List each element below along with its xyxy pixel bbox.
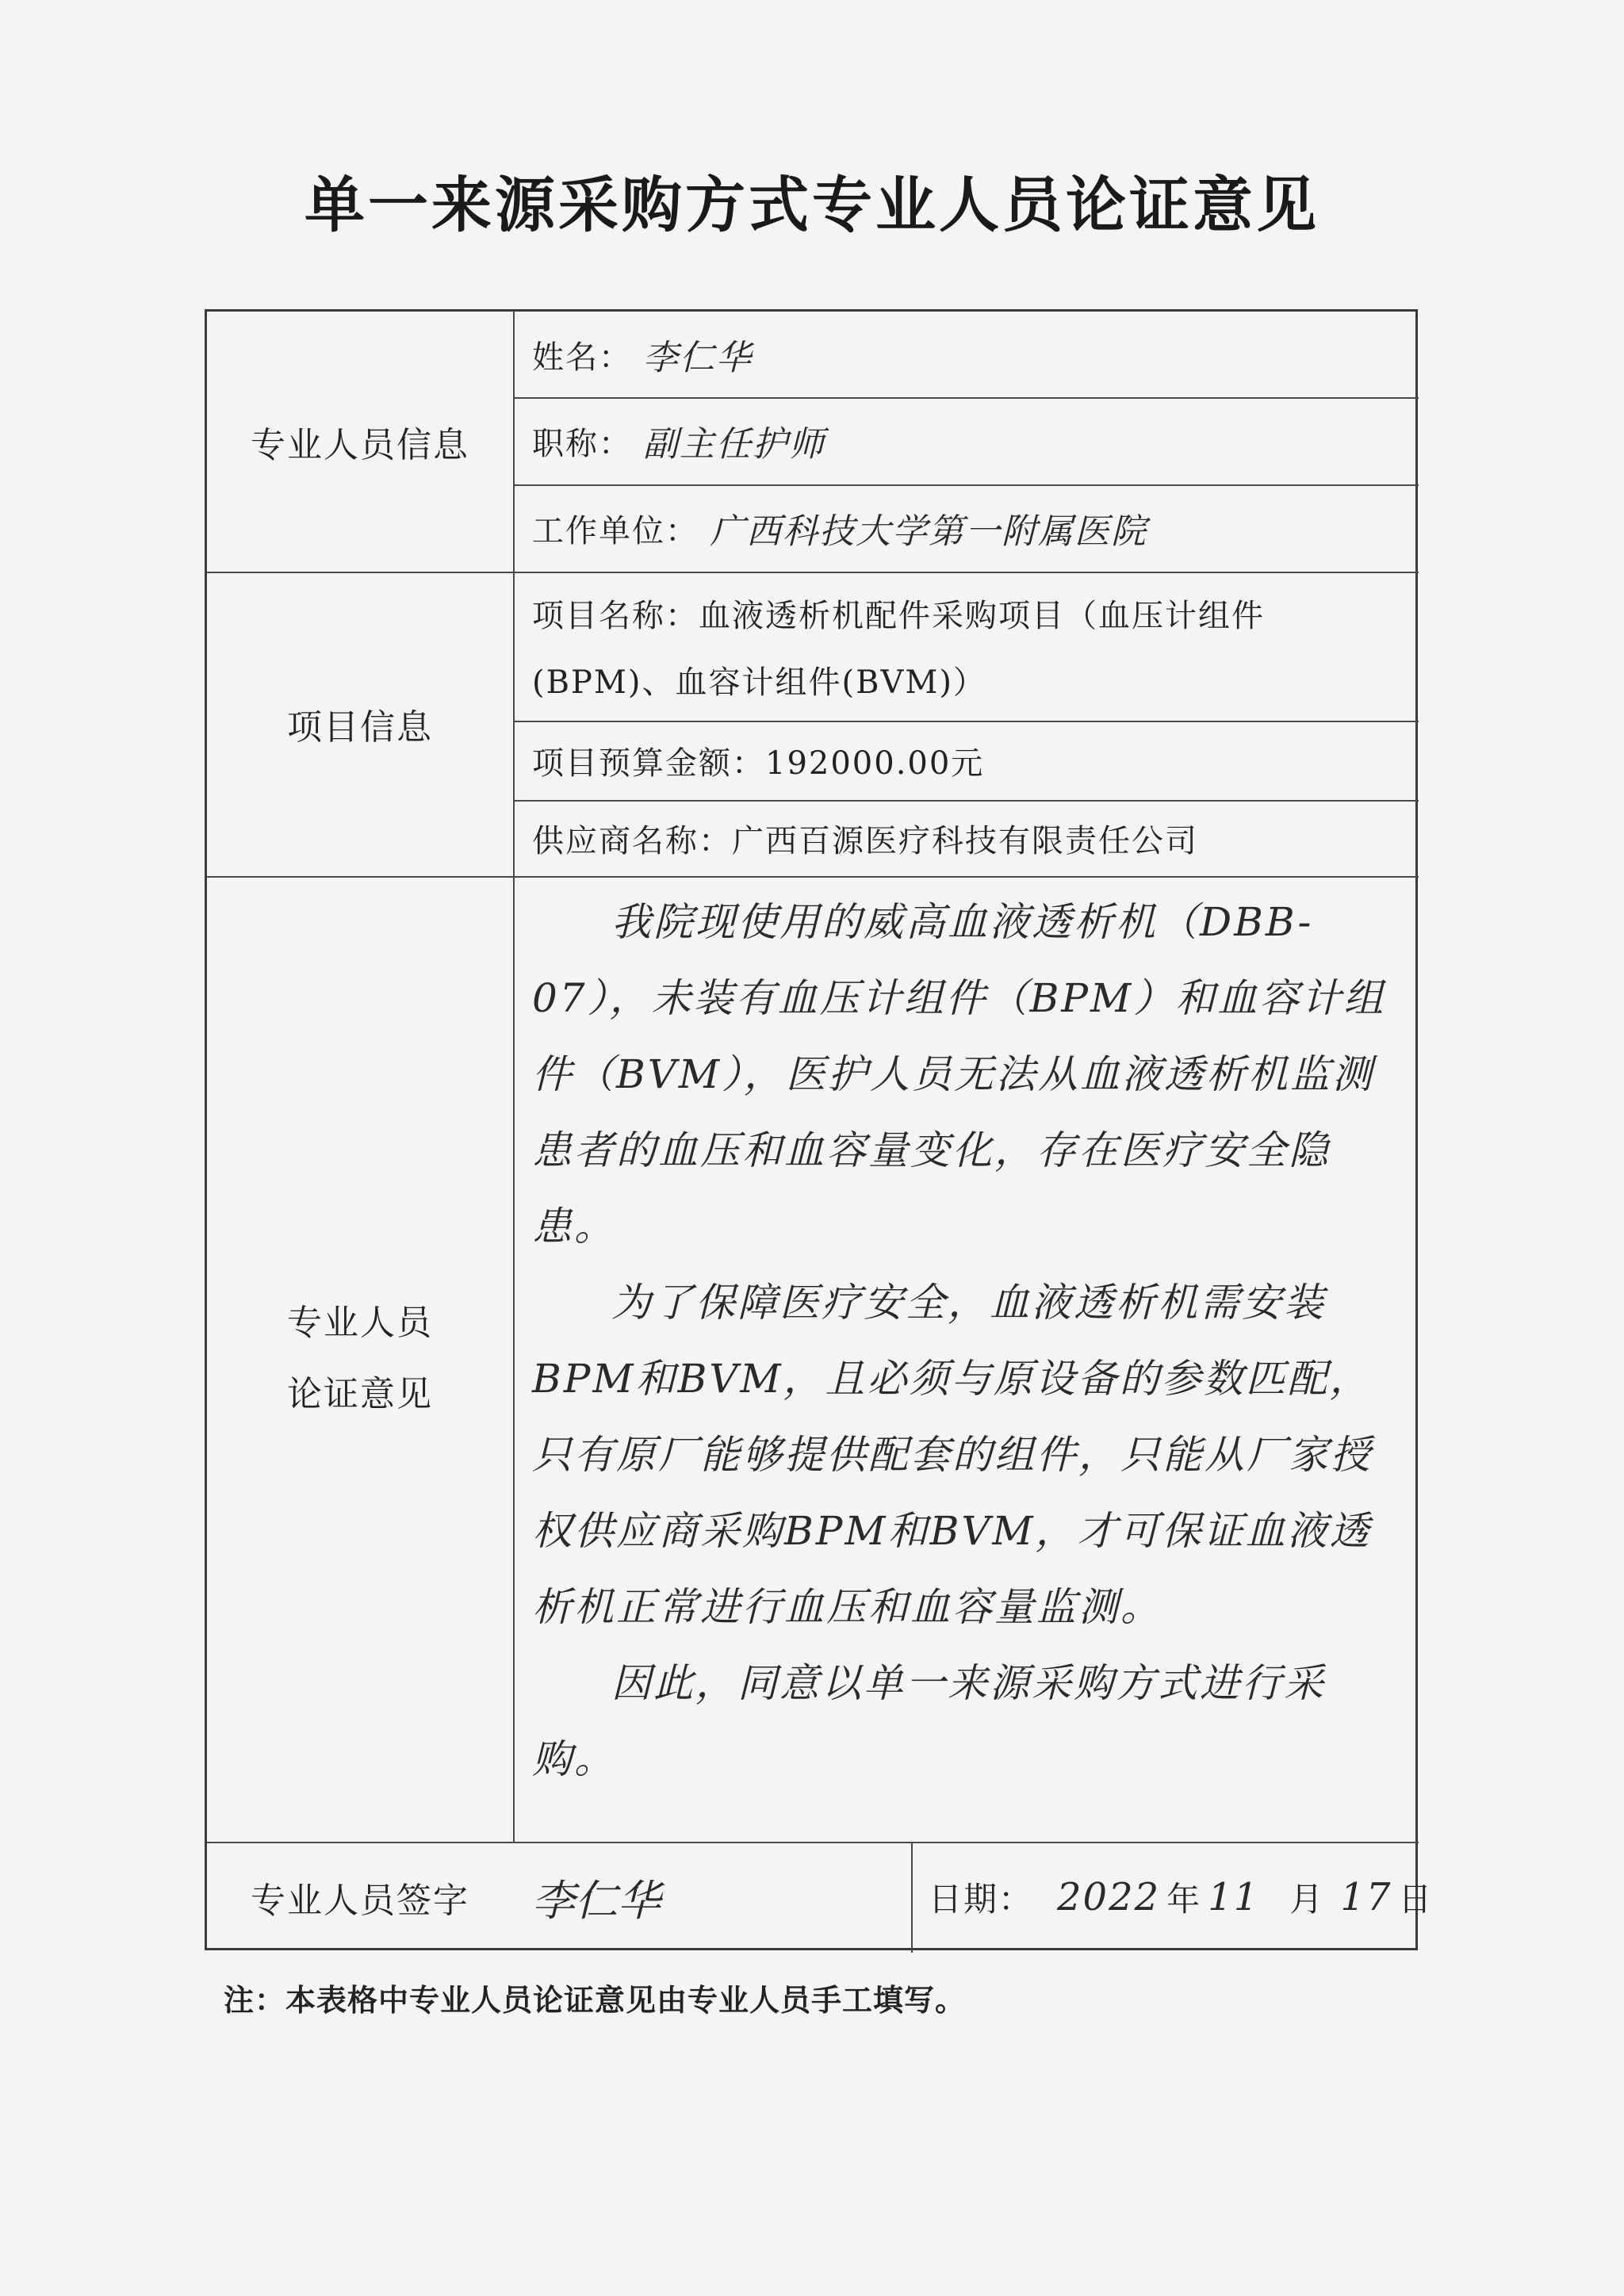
date-field [929, 1842, 1433, 1953]
column-divider [513, 312, 515, 1842]
name-label: 姓名： [532, 339, 632, 376]
project-name-block [532, 576, 1412, 722]
signature-date-divider [911, 1842, 913, 1953]
project-name-value-line1: 血液透析机配件采购项目（血压计组件 [699, 598, 1265, 634]
project-name-label: 项目名称： [532, 598, 699, 634]
date-year-unit: 年 [1166, 1880, 1202, 1919]
opinion-paragraph-1: 我院现使用的威高血液透析机（DBB-07），未装有血压计组件（BPM）和血容计组件（BVM），医护人员无法从血液透析机监测患者的血压和血容量变化，存在医疗安全隐患。 [532, 899, 1386, 1249]
date-year: 2022 [1057, 1875, 1161, 1919]
employer-label: 工作单位： [532, 512, 699, 549]
signature-field [532, 1842, 661, 1953]
budget-value: 192000.00元 [765, 744, 985, 782]
project-info-label: 项目信息 [287, 707, 433, 748]
job-title-label: 职称： [532, 425, 632, 462]
document-title: 单一来源采购方式专业人员论证意见 [304, 170, 1320, 240]
employer-row [532, 484, 1147, 572]
job-title-value: 副主任护师 [643, 424, 825, 465]
opinion-form-table [205, 309, 1434, 1950]
date-day: 17 [1340, 1875, 1392, 1919]
date-month-unit: 月 [1289, 1880, 1325, 1919]
opinion-paragraph-3: 因此，同意以单一来源采购方式进行采购。 [532, 1660, 1326, 1782]
supplier-value: 广西百源医疗科技有限责任公司 [732, 822, 1198, 859]
personnel-info-label: 专业人员信息 [251, 425, 469, 465]
job-title-row [532, 397, 825, 484]
opinion-paragraph-2: 为了保障医疗安全，血液透析机需安装BPM和BVM，且必须与原设备的参数匹配，只有原厂能够提供配套的组件，只能从厂家授权供应商采购BPM和BVM，才可保证血液透析机正常进行血压和血容量监测。 [532, 1280, 1373, 1630]
date-label: 日期： [929, 1880, 1034, 1919]
date-month: 11 [1208, 1875, 1260, 1919]
name-row [532, 312, 753, 397]
footnote: 注：本表格中专业人员论证意见由专业人员手工填写。 [224, 1983, 967, 2018]
opinion-handwritten-text [532, 884, 1404, 1797]
signature-label: 专业人员签字 [251, 1881, 469, 1921]
opinion-label [207, 876, 513, 1842]
date-day-unit: 日 [1398, 1880, 1434, 1919]
budget-label: 项目预算金额： [532, 744, 765, 782]
supplier-label: 供应商名称： [532, 822, 732, 859]
name-value: 李仁华 [643, 338, 753, 378]
opinion-label-line2: 论证意见 [287, 1374, 433, 1414]
project-name-value-line2: (BPM)、血容计组件(BVM)） [532, 664, 986, 701]
opinion-label-line1: 专业人员 [287, 1303, 433, 1343]
budget-row [532, 721, 984, 800]
signature-value: 李仁华 [532, 1875, 661, 1926]
employer-value: 广西科技大学第一附属医院 [710, 511, 1147, 552]
supplier-row [532, 800, 1198, 876]
